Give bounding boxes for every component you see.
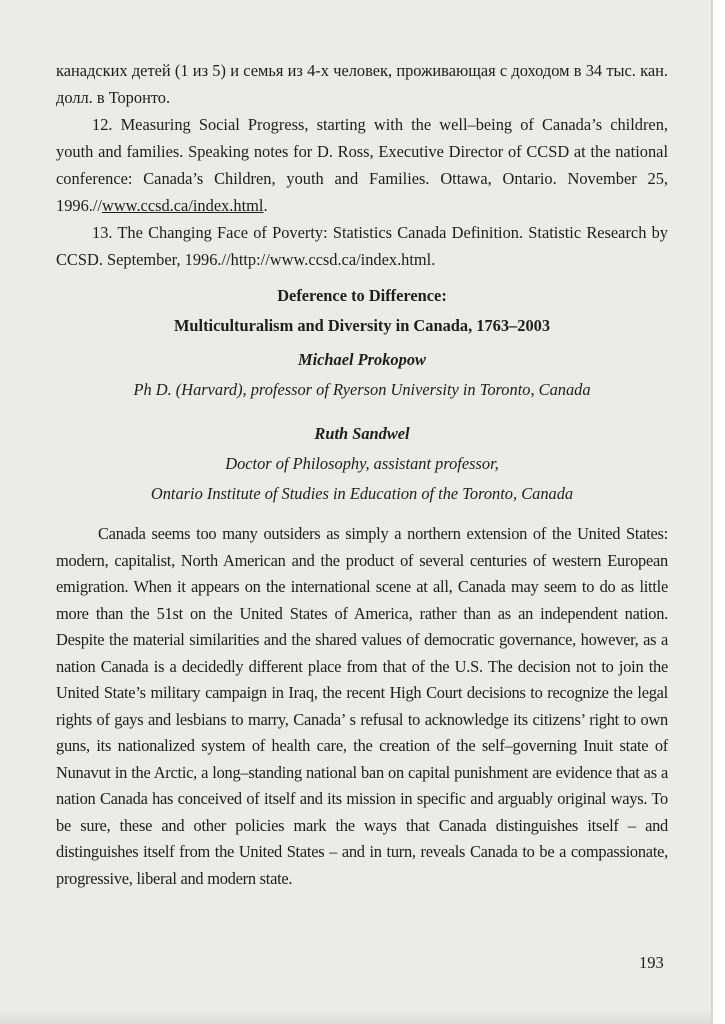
- footnote-12-text: 12. Measuring Social Progress, starting with the well–being of Canada’s children, youth and families. Speaking notes for D. Ross, Executive Director of CCSD at the national conference: Canada’s Children, youth and Families. Ottawa, Ontario. November 25, 1996.//: [56, 115, 668, 215]
- author1-name: Michael Prokopow: [298, 350, 426, 369]
- article-body-paragraph: Canada seems too many outsiders as simply a northern extension of the United States: modern, capitalist, North American and the product of several centuries of western European emigration. When it appears on the international scene at all, Canada may seem to do as little more than the 51st on the United States of America, rather than as an independent nation. Despite the material similarities and the shared values of democratic governance, however, as a nation Canada is a decidedly different place from that of the U.S. The decision not to join the United State’s military campaign in Iraq, the recent High Court decisions to recognize the legal rights of gays and lesbians to marry, Canada’ s refusal to acknowledge its citizens’ right to own guns, its nationalized system of health care, the creation of the self–governing Inuit state of Nunavut in the Arctic, a long–standing national ban on capital punishment are evidence that as a nation Canada has conceived of itself and its mission in specific and arguably original ways. To be sure, these and other policies mark the ways that Canada distinguishes itself – and distinguishes itself from the United States – and in turn, reveals Canada to be a compassionate, progressive, liberal and modern state.: [56, 524, 668, 888]
- page-content: [56, 57, 668, 892]
- footnote-13: 13. The Changing Face of Poverty: Statistics Canada Definition. Statistic Research by CCSD. September, 1996.//http://www.ccsd.ca/index.html.: [56, 223, 668, 269]
- footnote-12-link[interactable]: www.ccsd.ca/index.html: [102, 196, 264, 215]
- footnote-12: [56, 111, 668, 219]
- article-title: [56, 281, 668, 341]
- author2-institution: Ontario Institute of Studies in Education of the Toronto, Canada: [150, 484, 574, 503]
- page-number: 193: [639, 953, 664, 972]
- author1-affiliation: Ph D. (Harvard), professor of Ryerson University in Toronto, Canada: [133, 380, 591, 399]
- author2-title: Doctor of Philosophy, assistant professor,: [225, 454, 499, 473]
- footnote-continuation: канадских детей (1 из 5) и семья из 4-х человек, проживающая с доходом в 34 тыс. кан. долл. в Торонто.: [56, 61, 668, 107]
- author2-name: Ruth Sandwel: [314, 424, 410, 443]
- article-title-line2: Multiculturalism and Diversity in Canada, 1763–2003: [173, 316, 551, 335]
- article-title-line1: Deference to Difference:: [277, 286, 447, 305]
- footnote-12-end: .: [263, 196, 268, 215]
